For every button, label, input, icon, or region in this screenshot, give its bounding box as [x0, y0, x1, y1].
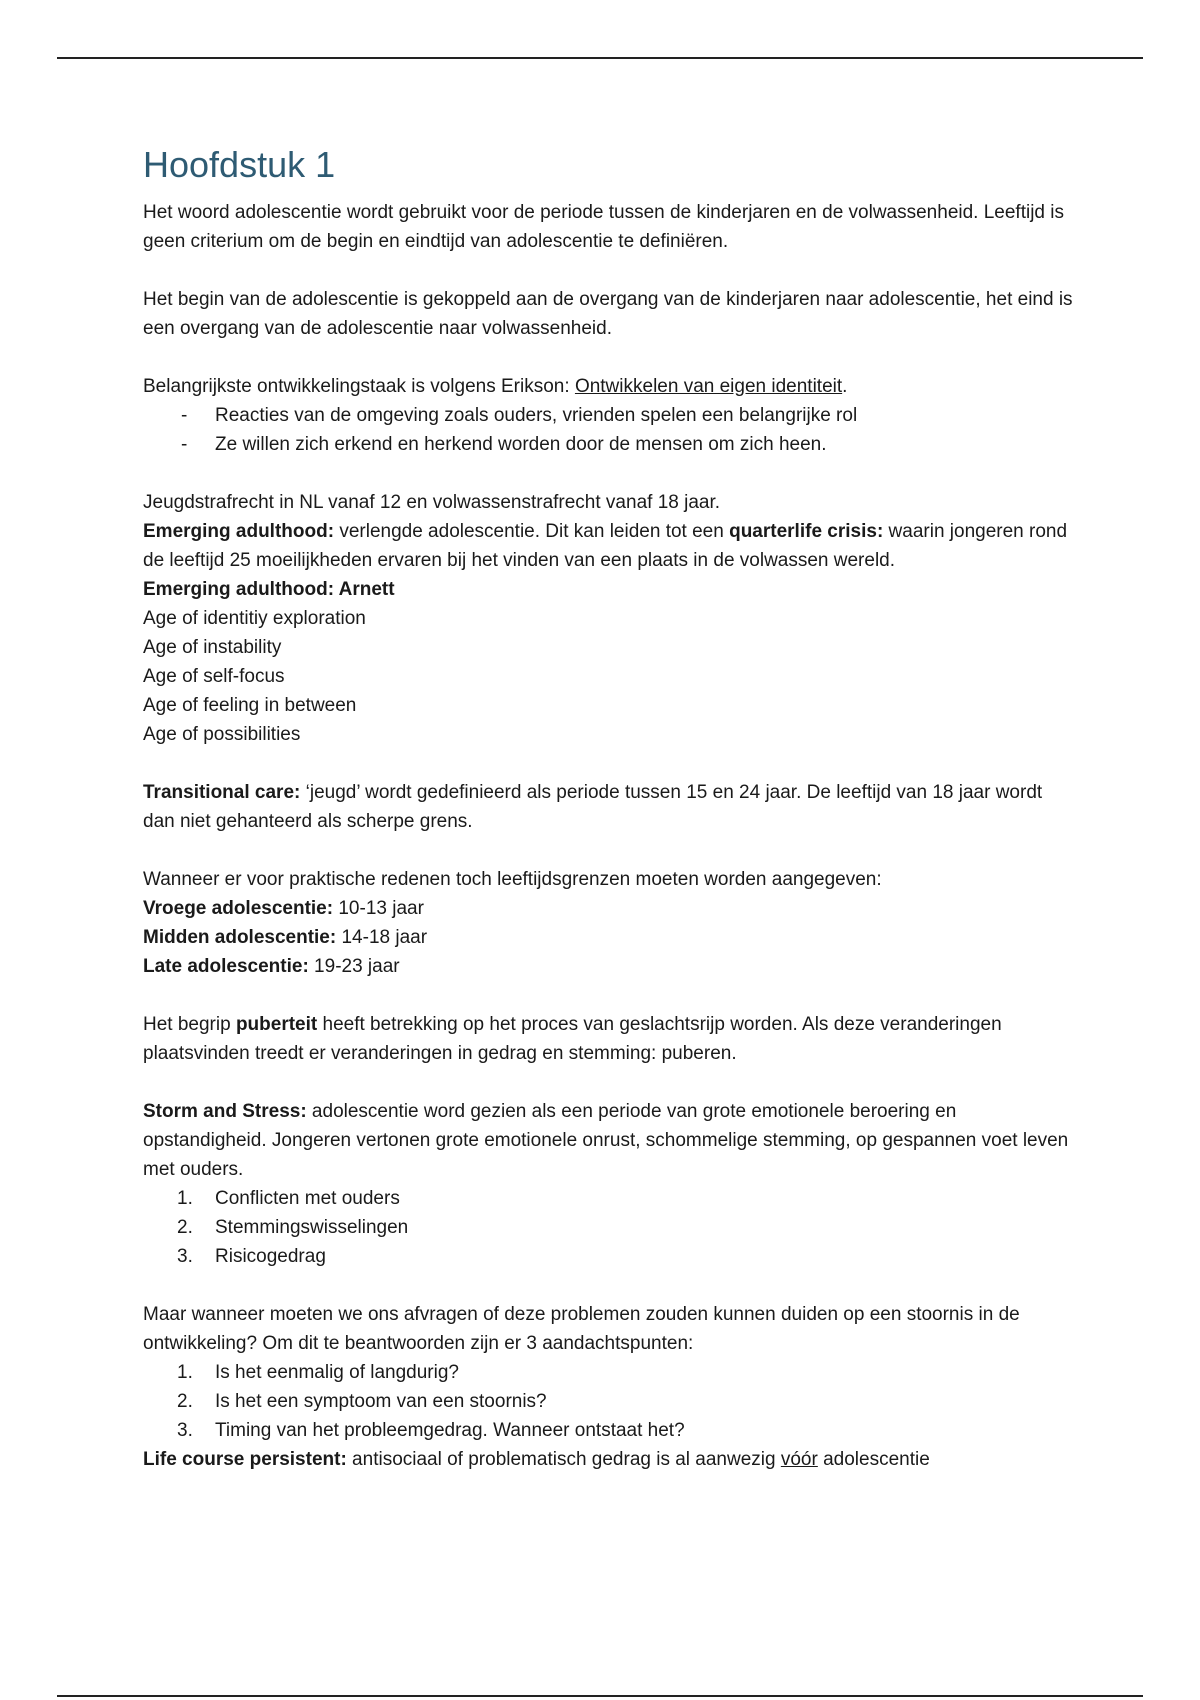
page-title: Hoofdstuk 1 [143, 144, 336, 185]
paragraph-jeugdstrafrecht: Jeugdstrafrecht in NL vanaf 12 en volwassenstrafrecht vanaf 18 jaar. [143, 492, 721, 513]
list-item: 1. Conflicten met ouders [177, 1188, 400, 1209]
paragraph-stages-intro: Wanneer er voor praktische redenen toch leeftijdsgrenzen moeten worden aangegeven: [143, 869, 882, 890]
header-rule [57, 57, 1143, 59]
list-item: Late adolescentie: 19-23 jaar [143, 956, 400, 977]
list-item: Age of possibilities [143, 724, 301, 745]
paragraph-erikson: Belangrijkste ontwikkelingstaak is volgens Erikson: Ontwikkelen van eigen identiteit. [143, 376, 848, 397]
document-body [143, 140, 1073, 1474]
erikson-underlined: Ontwikkelen van eigen identiteit [574, 376, 843, 397]
storm-numbered-list [143, 1184, 1073, 1271]
paragraph-intro: Het woord adolescentie wordt gebruikt voor de periode tussen de kinderjaren en de volwassenheid. Leeftijd is geen criterium om de begin en eindtijd van adolescentie te definiëren. [143, 202, 1064, 252]
list-item: Vroege adolescentie: 10-13 jaar [143, 898, 424, 919]
paragraph-transitional-care: Transitional care: ‘jeugd’ wordt gedefinieerd als periode tussen 15 en 24 jaar. De leeftijd van 18 jaar wordt dan niet gehanteerd als scherpe grens. [143, 782, 1043, 832]
list-item: 2. Is het een symptoom van een stoornis? [177, 1391, 547, 1412]
list-item: 3. Timing van het probleemgedrag. Wanneer ontstaat het? [177, 1420, 685, 1441]
paragraph-storm-and-stress: Storm and Stress: adolescentie word gezien als een periode van grote emotionele beroering en opstandigheid. Jongeren vertonen grote emotionele onrust, schommelige stemming, op gespannen voet leven met ouders. [143, 1101, 1069, 1180]
list-item: Age of identitiy exploration [143, 608, 366, 629]
aandachtspunten-list [143, 1358, 1073, 1445]
list-item: 1. Is het eenmalig of langdurig? [177, 1362, 459, 1383]
paragraph-emerging-adulthood: Emerging adulthood: verlengde adolescentie. Dit kan leiden tot een quarterlife crisis: waarin jongeren rond de leeftijd 25 moeilijkheden ervaren bij het vinden van een plaats in de volwassen wereld. [143, 521, 1068, 571]
paragraph-puberteit: Het begrip puberteit heeft betrekking op het proces van geslachtsrijp worden. Als deze veranderingen plaatsvinden treedt er veranderingen in gedrag en stemming: puberen. [143, 1014, 1002, 1064]
paragraph-begin-eind: Het begin van de adolescentie is gekoppeld aan de overgang van de kinderjaren naar adolescentie, het eind is een overgang van de adolescentie naar volwassenheid. [143, 289, 1073, 339]
list-item: 2. Stemmingswisselingen [177, 1217, 409, 1238]
paragraph-life-course-persistent: Life course persistent: antisociaal of problematisch gedrag is al aanwezig vóór adolescentie [143, 1449, 930, 1470]
paragraph-stoornis-vraag: Maar wanneer moeten we ons afvragen of deze problemen zouden kunnen duiden op een stoornis in de ontwikkeling? Om dit te beantwoorden zijn er 3 aandachtspunten: [143, 1304, 1020, 1354]
arnett-heading: Emerging adulthood: Arnett [143, 579, 395, 600]
footer-rule [57, 1695, 1143, 1697]
list-item: 3. Risicogedrag [177, 1246, 326, 1267]
list-item: Age of feeling in between [143, 695, 357, 716]
list-item: - Ze willen zich erkend en herkend worden door de mensen om zich heen. [181, 434, 827, 455]
list-item: - Reacties van de omgeving zoals ouders, vrienden spelen een belangrijke rol [181, 405, 858, 426]
erikson-bullet-list [143, 401, 1073, 459]
list-item: Age of self-focus [143, 666, 285, 687]
list-item: Midden adolescentie: 14-18 jaar [143, 927, 428, 948]
list-item: Age of instability [143, 637, 282, 658]
